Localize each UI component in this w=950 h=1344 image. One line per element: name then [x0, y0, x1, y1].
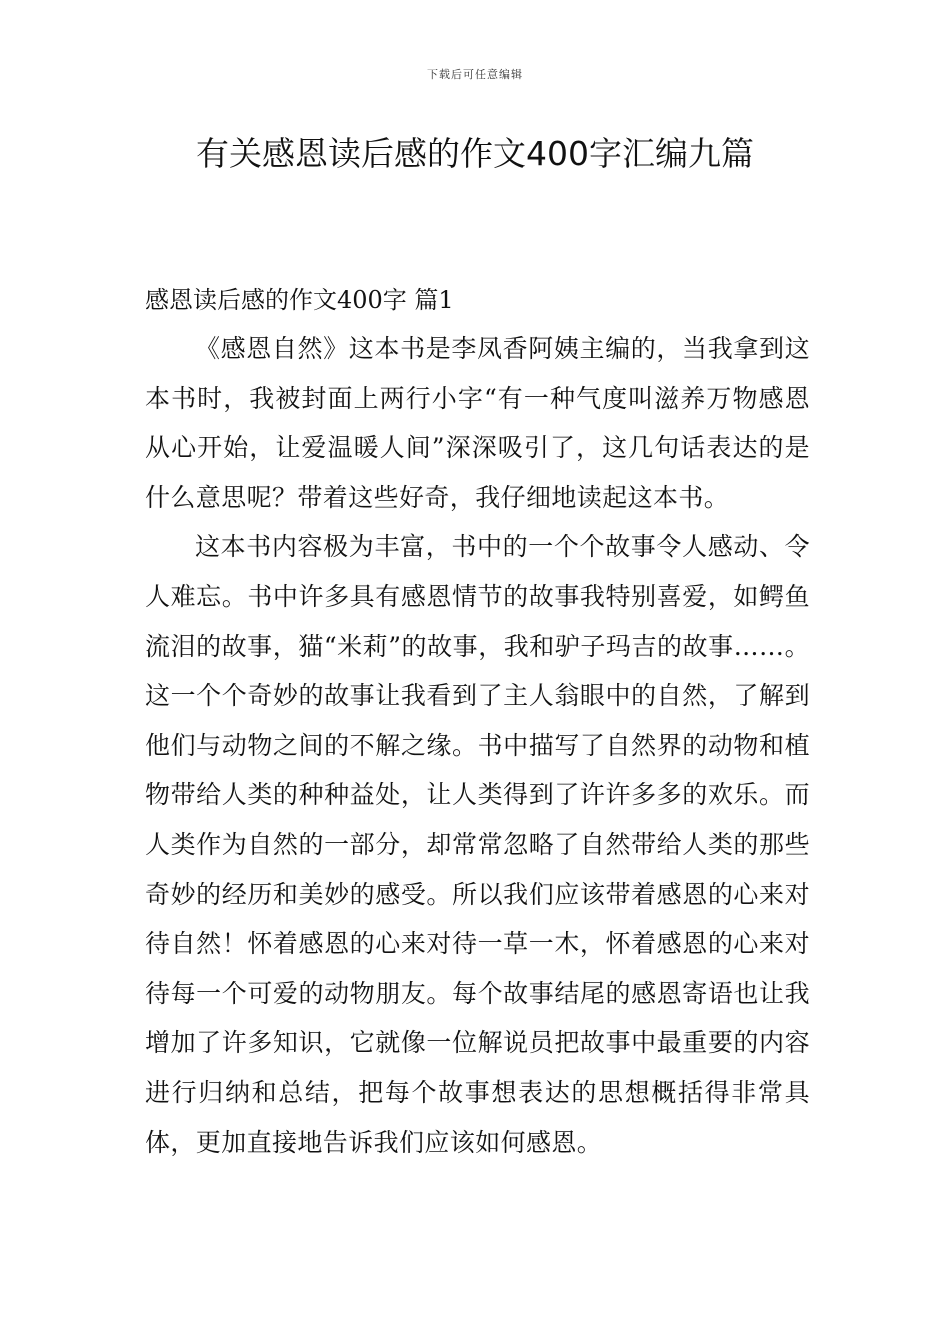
- section-heading: 感恩读后感的作文400字 篇1: [145, 286, 454, 314]
- paragraph-2: 这本书内容极为丰富，书中的一个个故事令人感动、令人难忘。书中许多具有感恩情节的故事我特别喜爱，如鳄鱼流泪的故事，猫“米莉”的故事，我和驴子玛吉的故事……。这一个个奇妙的故事让我看到了主人翁眼中的自然，了解到他们与动物之间的不解之缘。书中描写了自然界的动物和植物带给人类的种种益处，让人类得到了许许多多的欢乐。而人类作为自然的一部分，却常常忽略了自然带给人类的那些奇妙的经历和美妙的感受。所以我们应该带着感恩的心来对待自然！怀着感恩的心来对待一草一木，怀着感恩的心来对待每一个可爱的动物朋友。每个故事结尾的感恩寄语也让我增加了许多知识，它就像一位解说员把故事中最重要的内容进行归纳和总结，把每个故事想表达的思想概括得非常具体，更加直接地告诉我们应该如何感恩。: [145, 532, 810, 1157]
- paragraph-1: 《感恩自然》这本书是李凤香阿姨主编的，当我拿到这本书时，我被封面上两行小字“有一种气度叫滋养万物感恩从心开始，让爱温暖人间”深深吸引了，这几句话表达的是什么意思呢？带着这些好奇，我仔细地读起这本书。: [145, 334, 810, 512]
- document-body: [145, 280, 810, 1167]
- header-note: 下载后可任意编辑: [427, 68, 523, 81]
- document-title: 有关感恩读后感的作文400字汇编九篇: [196, 134, 754, 173]
